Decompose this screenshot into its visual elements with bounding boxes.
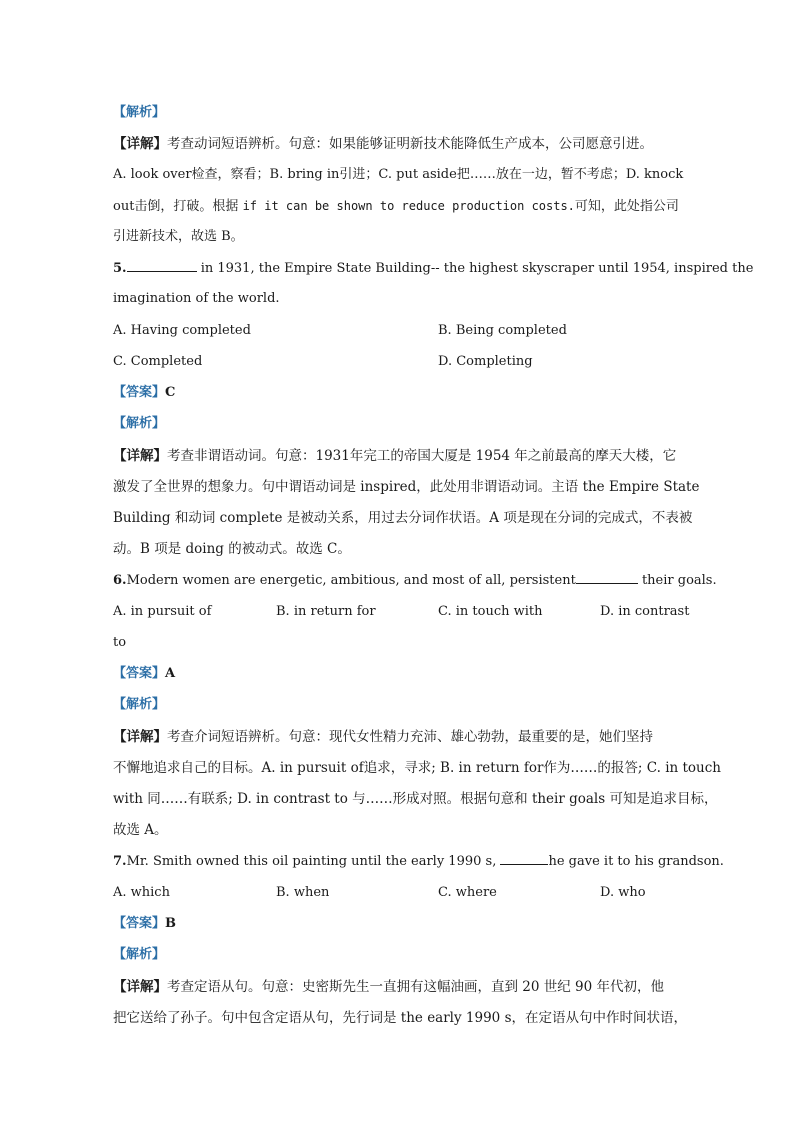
- q5-detail-line-3: Building 和动词 complete 是被动关系，用过去分词作状语。A 项是现在分词的完成式，不表被: [113, 510, 693, 526]
- q7-detail-line-2: 把它送给了孙子。句中包含定语从句，先行词是 the early 1990 s，在定语从句中作时间状语，: [113, 1010, 687, 1026]
- q4-detail-code: if it can be shown to reduce production costs.: [242, 199, 575, 213]
- analysis-label: 【解析】: [113, 416, 166, 431]
- q5-option-d: D. Completing: [438, 354, 533, 369]
- q5-detail-line-4: 动。B 项是 doing 的被动式。故选 C。: [113, 541, 351, 557]
- detail-label: 【详解】: [113, 729, 167, 745]
- detail-label: 【详解】: [113, 448, 167, 464]
- q7-option-a: A. which: [113, 885, 170, 900]
- q7-detail-text-1: 考查定语从句。句意：史密斯先生一直拥有这幅油画，直到 20 世纪 90 年代初，他: [167, 979, 665, 995]
- q4-detail-text-3b: 可知，此处指公司: [574, 199, 679, 214]
- q5-detail-line-1: [113, 447, 676, 465]
- q5-detail-text-1: 考查非谓语动词。句意：1931年完工的帝国大厦是 1954 年之前最高的摩天大楼，它: [167, 448, 677, 464]
- q7-detail-line-1: [113, 978, 664, 996]
- q5-option-c: C. Completed: [113, 354, 203, 369]
- q5-question-line-1: [113, 259, 753, 278]
- detail-label: 【详解】: [113, 136, 167, 152]
- q6-answer-value: A: [165, 666, 176, 681]
- q7-text-after: he gave it to his grandson.: [548, 854, 724, 869]
- answer-label: 【答案】: [113, 385, 166, 400]
- q5-option-a: A. Having completed: [113, 323, 251, 338]
- q5-answer-value: C: [165, 385, 176, 400]
- q4-detail-text-1: 考查动词短语辨析。句意：如果能够证明新技术能降低生产成本，公司愿意引进。: [167, 136, 653, 152]
- q5-option-b: B. Being completed: [438, 323, 567, 338]
- q6-detail-line-1: [113, 728, 653, 746]
- q7-blank: [500, 852, 548, 865]
- q6-text-before: Modern women are energetic, ambitious, and most of all, persistent: [126, 573, 576, 588]
- q5-blank: [127, 259, 197, 272]
- q6-option-a: A. in pursuit of: [113, 604, 212, 619]
- q7-option-c: C. where: [438, 885, 497, 900]
- q6-option-b: B. in return for: [276, 604, 376, 619]
- q5-text: in 1931, the Empire State Building-- the highest skyscraper until 1954, inspired the: [196, 261, 754, 276]
- q6-detail-line-2: 不懈地追求自己的目标。A. in pursuit of追求，寻求; B. in return for作为……的报答; C. in touch: [113, 760, 722, 776]
- q6-number: 6.: [113, 573, 127, 588]
- analysis-label: 【解析】: [113, 697, 166, 712]
- q4-detail-line-3: [113, 197, 679, 216]
- answer-label: 【答案】: [113, 666, 166, 681]
- analysis-label: 【解析】: [113, 947, 166, 962]
- q6-option-d-wrap: to: [113, 635, 127, 650]
- q5-detail-line-2: 激发了全世界的想象力。句中谓语动词是 inspired，此处用非谓语动词。主语 the Empire State: [113, 479, 700, 495]
- q6-detail-text-1: 考查介词短语辨析。句意：现代女性精力充沛、雄心勃勃，最重要的是，她们坚持: [167, 729, 653, 745]
- q7-number: 7.: [113, 854, 127, 869]
- q4-detail-line-1: [113, 135, 653, 153]
- q4-detail-line-2: A. look over检查，察看；B. bring in引进；C. put aside把……放在一边，暂不考虑；D. knock: [113, 167, 684, 182]
- q7-text-before: Mr. Smith owned this oil painting until the early 1990 s,: [126, 854, 501, 869]
- q6-detail-line-3: with 同……有联系; D. in contrast to 与……形成对照。根据句意和 their goals 可知是追求目标，: [113, 791, 718, 807]
- q7-question-line: [113, 852, 724, 871]
- q6-option-d: D. in contrast: [600, 604, 690, 619]
- analysis-label: 【解析】: [113, 105, 166, 120]
- q5-number: 5.: [113, 261, 127, 276]
- q6-question-line: [113, 571, 717, 590]
- detail-label: 【详解】: [113, 979, 167, 995]
- q7-answer-value: B: [165, 916, 177, 931]
- q5-answer: [113, 384, 175, 402]
- q6-option-c: C. in touch with: [438, 604, 543, 619]
- answer-label: 【答案】: [113, 916, 166, 931]
- q6-blank: [576, 571, 638, 584]
- q4-detail-text-3a: out击倒，打破。根据: [113, 199, 239, 214]
- q6-detail-line-4: 故选 A。: [113, 822, 168, 838]
- q5-question-line-2: imagination of the world.: [113, 291, 280, 306]
- q6-answer: [113, 665, 175, 683]
- q4-detail-line-4: 引进新技术，故选 B。: [113, 229, 244, 244]
- q7-option-b: B. when: [276, 885, 330, 900]
- q7-answer: [113, 915, 176, 933]
- q7-option-d: D. who: [600, 885, 646, 900]
- q6-text-after: their goals.: [637, 573, 717, 588]
